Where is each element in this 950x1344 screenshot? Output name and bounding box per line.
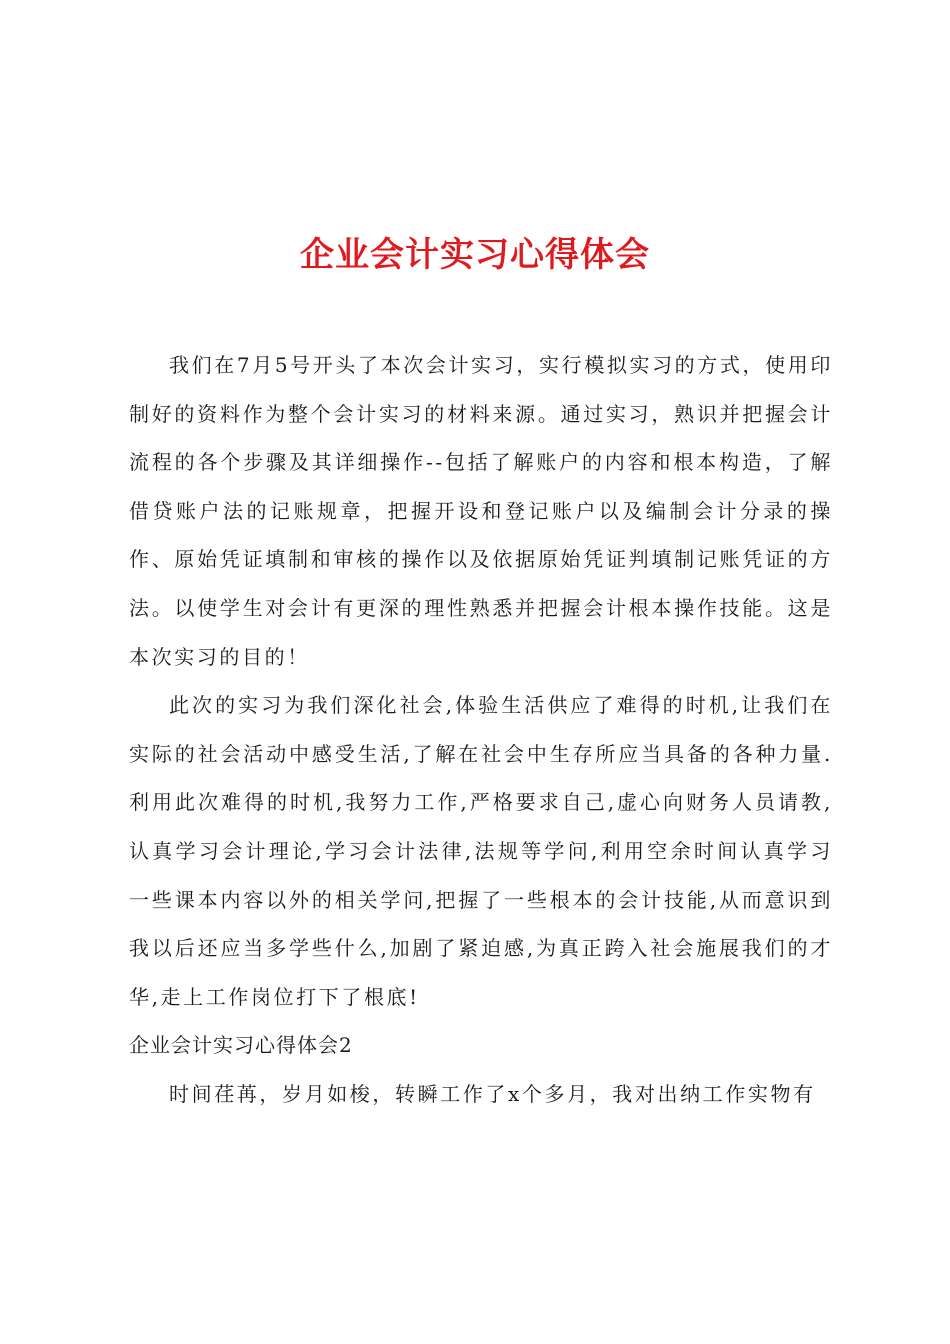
paragraph-3: 时间荏苒，岁月如梭，转瞬工作了x个多月，我对出纳工作实物有 (169, 1081, 816, 1106)
document-title: 企业会计实习心得体会 (300, 234, 650, 275)
section-heading-2: 企业会计实习心得体会2 (129, 1033, 353, 1058)
paragraph-2: 此次的实习为我们深化社会,体验生活供应了难得的时机,让我们在实际的社会活动中感受生活,了解在社会中生存所应当具备的各种力量.利用此次难得的时机,我努力工作,严格要求自己,虚心向财务人员请教,认真学习会计理论,学习会计法律,法规等学问,利用空余时间认真学习一些课本内容以外的相关学问,把握了一些根本的会计技能,从而意识到我以后还应当多学些什么,加剧了紧迫感,为真正跨入社会施展我们的才华,走上工作岗位打下了根底! (129, 693, 833, 1009)
paragraph-1: 我们在7月5号开头了本次会计实习，实行模拟实习的方式，使用印制好的资料作为整个会计实习的材料来源。通过实习，熟识并把握会计流程的各个步骤及其详细操作--包括了解账户的内容和根本构造，了解借贷账户法的记账规章，把握开设和登记账户以及编制会计分录的操作、原始凭证填制和审核的操作以及依据原始凭证判填制记账凭证的方法。以使学生对会计有更深的理性熟悉并把握会计根本操作技能。这是本次实习的目的！ (129, 353, 833, 669)
document-body (129, 341, 833, 1119)
